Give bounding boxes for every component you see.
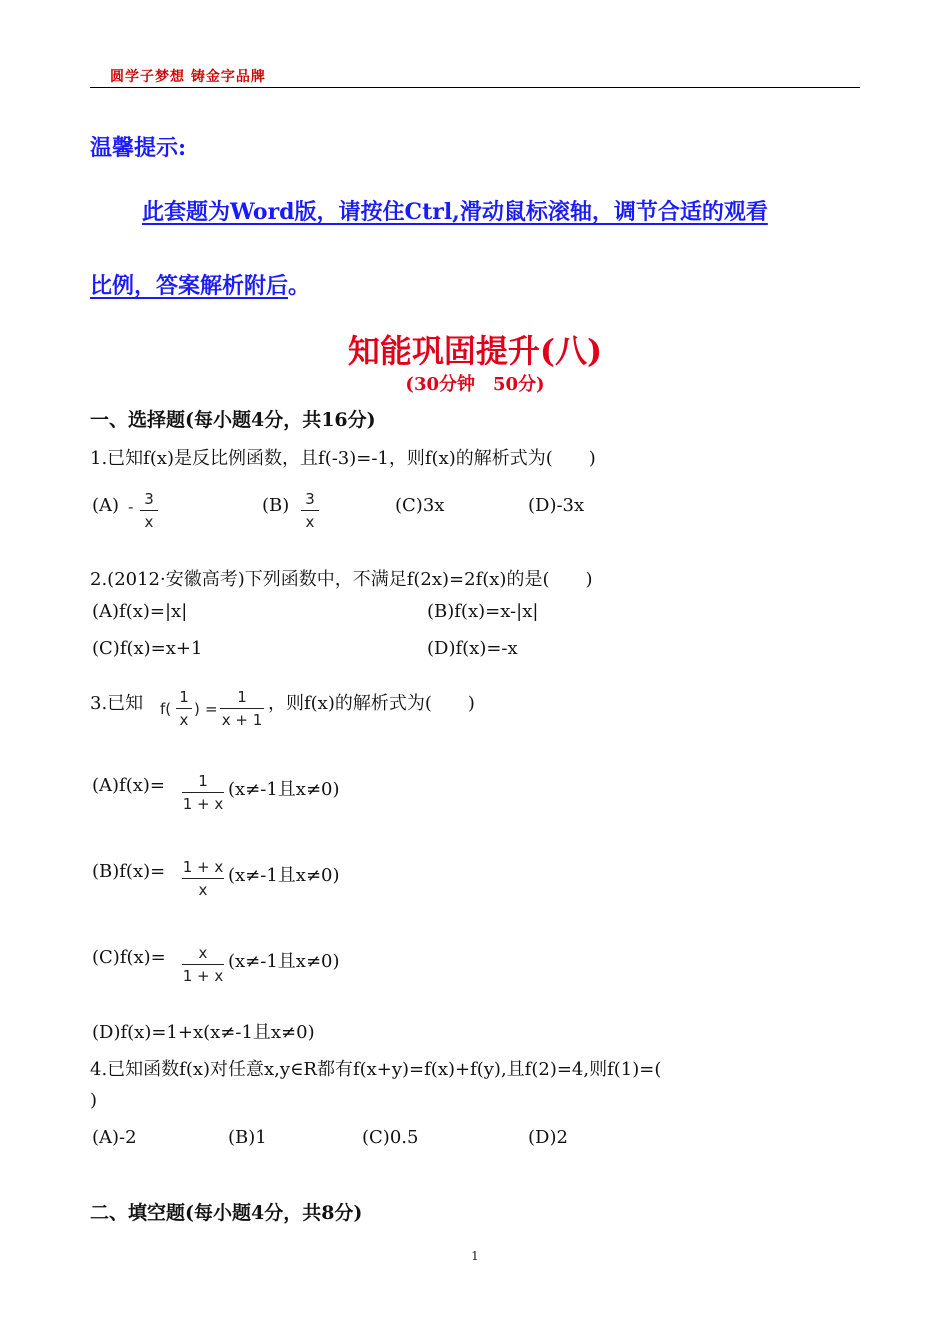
q1-option-a-sign: -	[128, 498, 134, 516]
q1-option-a-label: (A)	[92, 495, 120, 516]
fraction-bar	[176, 708, 192, 709]
q3-stem-pre: 3.已知	[90, 693, 144, 714]
q3-c-denominator: 1 + x	[182, 967, 224, 985]
q4-stem: 4.已知函数f(x)对任意x,y∈R都有f(x+y)=f(x)+f(y),且f(2)=4,则f(1)=(	[90, 1059, 662, 1080]
q3-lhs-fraction	[176, 688, 192, 729]
q3-option-a-fraction	[182, 772, 224, 813]
q3-rhs-denominator: x + 1	[221, 711, 263, 729]
q2-option-c: (C)f(x)=x+1	[92, 638, 203, 659]
page-number: 1	[471, 1249, 479, 1263]
header-brand: 圆学子梦想 铸金字品牌	[110, 69, 266, 85]
tip-line-2-main: 比例，答案解析附后	[90, 273, 289, 299]
tip-title: 温馨提示:	[90, 135, 187, 161]
q3-rhs-numerator: 1	[237, 688, 247, 706]
q3-option-b-condition: (x≠-1且x≠0)	[228, 865, 340, 886]
q3-a-denominator: 1 + x	[182, 795, 224, 813]
q1-a-denominator: x	[144, 513, 154, 531]
q3-option-b-fraction	[182, 858, 224, 899]
q1-stem: 1.已知f(x)是反比例函数，且f(-3)=-1，则f(x)的解析式为( )	[90, 448, 596, 469]
q3-option-a-condition: (x≠-1且x≠0)	[228, 779, 340, 800]
q1-option-d: (D)-3x	[528, 495, 585, 516]
q3-option-b-label: (B)f(x)=	[92, 861, 166, 882]
fraction-bar	[301, 510, 319, 511]
q1-option-c: (C)3x	[395, 495, 445, 516]
q3-c-numerator: x	[198, 944, 208, 962]
q3-option-c-condition: (x≠-1且x≠0)	[228, 951, 340, 972]
q3-option-c-fraction	[182, 944, 224, 985]
q2-option-d: (D)f(x)=-x	[427, 638, 518, 659]
q2-option-a: (A)f(x)=|x|	[92, 601, 188, 622]
q3-lhs-numerator: 1	[179, 688, 189, 706]
q4-option-a: (A)-2	[92, 1127, 137, 1148]
q1-option-b-label: (B)	[262, 495, 290, 516]
fraction-bar	[182, 878, 224, 879]
q3-stem-post: ，则f(x)的解析式为( )	[268, 693, 475, 714]
q3-equals: =	[205, 700, 218, 718]
header-divider	[90, 87, 860, 88]
q3-b-denominator: x	[198, 881, 208, 899]
fraction-bar	[140, 510, 158, 511]
fraction-bar	[182, 964, 224, 965]
q1-option-b-fraction	[301, 490, 319, 531]
q3-f-open: f(	[160, 700, 172, 718]
q3-b-numerator: 1 + x	[182, 858, 224, 876]
q4-option-d: (D)2	[528, 1127, 568, 1148]
q2-stem: 2.(2012·安徽高考)下列函数中，不满足f(2x)=2f(x)的是( )	[90, 569, 593, 590]
fraction-bar	[220, 708, 264, 709]
q3-option-c-label: (C)f(x)=	[92, 947, 166, 968]
q3-a-numerator: 1	[198, 772, 208, 790]
q3-f-close: )	[194, 700, 200, 718]
tip-line-2	[90, 269, 310, 300]
q4-option-c: (C)0.5	[362, 1127, 419, 1148]
q3-option-a-label: (A)f(x)=	[92, 775, 165, 796]
document-subtitle: (30分钟 50分)	[405, 374, 545, 395]
q4-stem-continued: )	[90, 1090, 98, 1111]
q3-lhs-denominator: x	[179, 711, 189, 729]
section-heading-1: 一、选择题(每小题4分，共16分)	[90, 409, 376, 431]
q3-rhs-fraction	[220, 688, 264, 729]
q2-option-b: (B)f(x)=x-|x|	[427, 601, 539, 622]
tip-line-2-end: 。	[288, 273, 311, 299]
tip-line-1: 此套题为Word版，请按住Ctrl,滑动鼠标滚轴，调节合适的观看	[142, 199, 768, 225]
q1-a-numerator: 3	[144, 490, 154, 508]
q1-b-denominator: x	[305, 513, 315, 531]
q1-option-a-fraction	[140, 490, 158, 531]
section-heading-2: 二、填空题(每小题4分，共8分)	[90, 1202, 363, 1224]
q3-option-d: (D)f(x)=1+x(x≠-1且x≠0)	[92, 1022, 315, 1043]
fraction-bar	[182, 792, 224, 793]
q4-option-b: (B)1	[228, 1127, 267, 1148]
document-title: 知能巩固提升(八)	[347, 332, 603, 370]
q1-b-numerator: 3	[305, 490, 315, 508]
